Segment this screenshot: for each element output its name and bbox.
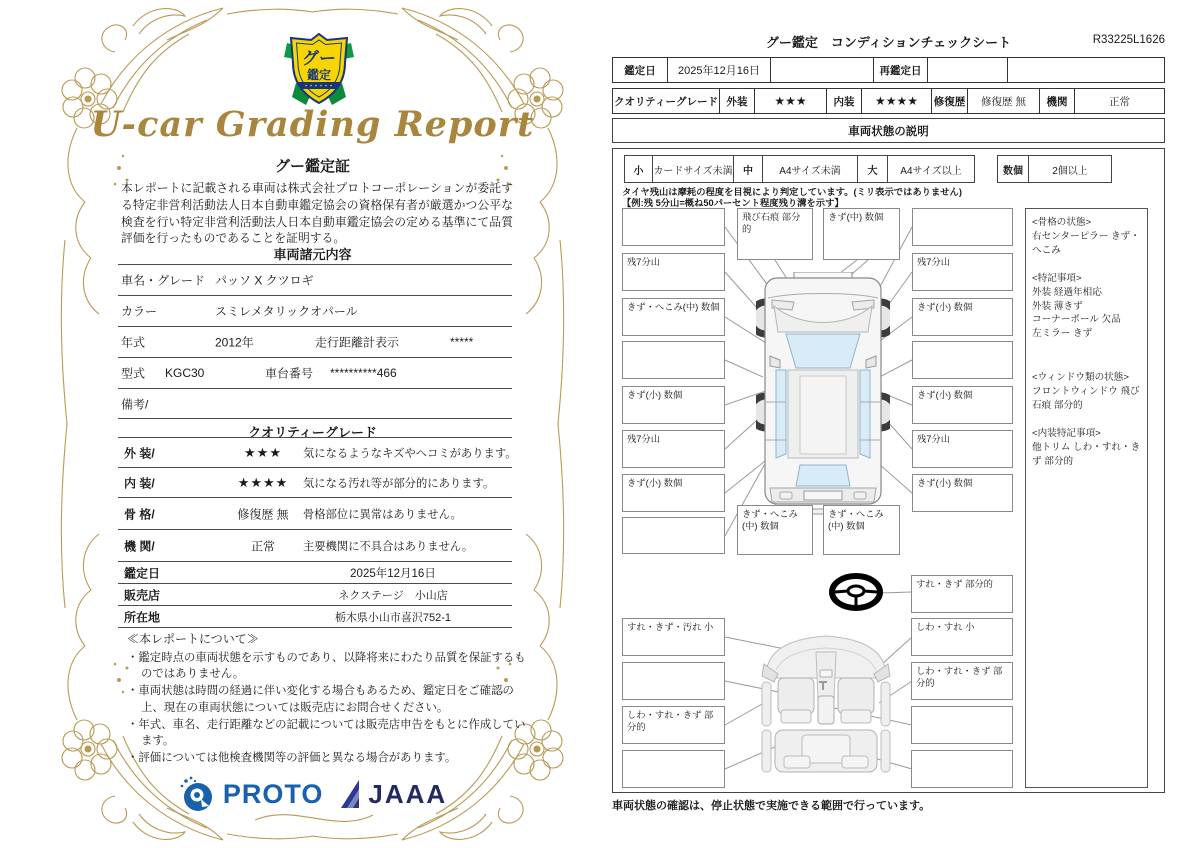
sidebar-section-remarks — [1032, 272, 1141, 342]
grade-desc: 骨格部位に異常はありません。 — [303, 508, 462, 521]
repair-label: 修復歴 — [932, 89, 968, 113]
info-row-date — [118, 561, 512, 583]
condition-check-sheet-page — [600, 0, 1175, 848]
grade-section-title: クオリティーグレード — [248, 425, 377, 440]
report-notes — [127, 631, 531, 767]
redate-label: 再鑑定日 — [874, 58, 928, 82]
grade-label: 機 関/ — [124, 539, 155, 553]
grade-desc: 気になるようなキズやヘコミがあります。 — [303, 447, 517, 460]
interior-callout-right-2: しわ・すれ・きず 部分的 — [911, 662, 1013, 700]
grade-value: ★★★ — [244, 444, 282, 460]
condition-notes-sidebar — [1025, 208, 1148, 788]
exterior-callout-right-7: きず(小) 数個 — [912, 474, 1013, 512]
note-item: ・年式、車名、走行距離などの記載については販売店申告をもとに作成しています。 — [127, 718, 526, 747]
sidebar-line: 左ミラー きず — [1032, 328, 1093, 340]
size-value: カードサイズ未満 — [653, 156, 734, 182]
grade-value: 修復歴 無 — [237, 507, 289, 521]
exterior-callout-right-4 — [912, 341, 1013, 379]
grade-table-label: クオリティーグレード — [613, 89, 720, 113]
interior-callout-right-3 — [911, 706, 1013, 744]
exterior-callout-right-5: きず(小) 数個 — [912, 386, 1013, 424]
sidebar-section-windows — [1032, 371, 1141, 413]
spec-value: KGC30 — [165, 366, 205, 380]
quality-grade-table — [612, 88, 1165, 114]
sidebar-section-title: <特記事項> — [1032, 272, 1082, 284]
spec-label2: 走行距離計表示 — [315, 335, 400, 350]
badge-line1: グー — [302, 49, 336, 68]
divider — [118, 418, 512, 419]
size-value: A4サイズ未満 — [763, 156, 858, 182]
grade-desc: 主要機関に不具合はありません。 — [303, 540, 474, 553]
mechanical-label: 機関 — [1040, 89, 1075, 113]
exterior-callout-right-3: きず(小) 数個 — [912, 298, 1013, 336]
note-text: 鑑定時点の車両状態を示すものであり、以降将来にわたり品質を保証するものではありません。 — [138, 652, 526, 681]
exterior-callout-right-2: 残7分山 — [912, 253, 1013, 291]
info-value: 2025年12月16日 — [350, 567, 436, 580]
spec-section-title: 車両諸元内容 — [273, 247, 352, 262]
jaaa-logo-text: JAAA — [368, 778, 448, 809]
proto-logo-icon — [178, 775, 218, 813]
spec-label: カラー — [121, 304, 158, 319]
redate-value — [928, 58, 1008, 82]
info-label: 所在地 — [124, 610, 161, 624]
grade-label: 内 装/ — [124, 476, 155, 490]
spec-label: 車名・グレード — [121, 273, 206, 288]
info-value: 栃木県小山市喜沢752-1 — [334, 611, 452, 624]
sidebar-line: 他トリム しわ・すれ・きず 部分的 — [1032, 441, 1141, 467]
spec-value2: ***** — [450, 335, 474, 349]
note-text: 車両状態は時間の経過に伴い変化する場合もあるため、鑑定日をご確認の上、現在の車両状態については販売店にお問合せください。 — [138, 685, 514, 714]
sidebar-section-interior — [1032, 427, 1141, 469]
grade-desc: 気になる汚れ等が部分的にあります。 — [303, 477, 495, 490]
badge-line2: 鑑定 — [306, 68, 332, 82]
sheet-title: グー鑑定 コンディションチェックシート — [765, 35, 1012, 50]
size-key: 大 — [858, 156, 888, 182]
jaaa-logo-icon — [339, 778, 363, 810]
note-item: ・鑑定時点の車両状態を示すものであり、以降将来にわたり品質を保証するものではありません。 — [127, 652, 526, 681]
interior-callout-right-4 — [911, 750, 1013, 788]
exterior-callout-right-6: 残7分山 — [912, 430, 1013, 468]
exterior-callout-top-1: 飛び石痕 部分的 — [737, 208, 813, 260]
info-value: ネクステージ 小山店 — [338, 589, 448, 602]
grade-row-mechanical — [118, 529, 512, 561]
size-key: 中 — [734, 156, 763, 182]
size-key: 小 — [625, 156, 653, 182]
empty-cell — [771, 58, 874, 82]
interior-callout-left-3: しわ・すれ・きず 部分的 — [622, 706, 725, 744]
exterior-callout-left-4 — [622, 341, 725, 379]
sidebar-line: フロントウィンドウ 飛び石痕 部分的 — [1032, 386, 1140, 412]
exterior-callout-bottom-2: きず・へこみ(中) 数個 — [823, 505, 900, 555]
goo-kantei-badge-icon — [281, 31, 357, 107]
inspection-date-table — [612, 57, 1165, 83]
exterior-callout-left-2: 残7分山 — [622, 253, 725, 291]
exterior-callout-left-8 — [622, 517, 725, 554]
exterior-callout-left-3: きず・へこみ(中) 数個 — [622, 298, 725, 336]
grading-report-page — [55, 0, 570, 848]
note-text: 評価については他検査機関等の評価と異なる場合があります。 — [138, 752, 457, 765]
info-row-dealer — [118, 583, 512, 605]
steering-wheel-icon — [828, 572, 884, 612]
exterior-callout-left-6: 残7分山 — [622, 430, 725, 468]
car-interior-diagram — [756, 630, 896, 780]
info-row-location — [118, 605, 512, 627]
grade-label: 外 装/ — [124, 446, 155, 460]
spec-label: 備考/ — [121, 397, 149, 411]
grade-row-exterior — [118, 437, 517, 467]
spec-value: パッソ X クツロギ — [215, 273, 314, 288]
repair-value: 修復歴 無 — [968, 89, 1040, 113]
spec-row-year-odometer — [118, 326, 512, 357]
interior-callout-left-1: すれ・きず・汚れ 小 — [622, 618, 725, 656]
grade-value: 正常 — [250, 539, 275, 553]
count-value: 2個以上 — [1052, 165, 1088, 177]
exterior-callout-left-1 — [622, 208, 725, 246]
spec-label: 年式 — [121, 335, 146, 350]
note-item: ・評価については他検査機関等の評価と異なる場合があります。 — [127, 752, 457, 765]
spec-value: 2012年 — [215, 335, 254, 350]
size-value: A4サイズ以上 — [900, 165, 962, 177]
sidebar-line: コーナーポール 欠品 — [1032, 314, 1121, 326]
note-item: ・車両状態は時間の経過に伴い変化する場合もあるため、鑑定日をご確認の上、現在の車両状態については販売店にお問合せください。 — [127, 685, 514, 714]
report-subtitle: グー鑑定証 — [274, 158, 350, 175]
spec-value: スミレメタリックオパール — [215, 304, 358, 319]
exterior-label: 外装 — [720, 89, 755, 113]
notes-title: ≪本レポートについて≫ — [127, 632, 259, 646]
certification-paragraph: 本レポートに記載される車両は株式会社プロトコーポレーションが委託する特定非営利活動法人日本自動車鑑定協会の資格保有者が厳選かつ公平な検査を行い特定非営利活動法人日本自動車鑑定協会の定める基準にて品質評価を行ったものであることを証明する。 — [121, 181, 513, 246]
empty-cell — [1008, 58, 1164, 82]
sidebar-section-frame — [1032, 216, 1141, 258]
sidebar-section-title: <骨格の状態> — [1032, 217, 1092, 228]
sheet-serial-number: R33225L1626 — [1092, 34, 1165, 46]
spec-label2: 車台番号 — [265, 366, 314, 381]
jaaa-logo — [339, 778, 447, 810]
date-value: 2025年12月16日 — [668, 58, 771, 82]
sidebar-section-title: <ウィンドウ類の状態> — [1032, 372, 1129, 384]
divider — [118, 627, 512, 628]
exterior-callout-bottom-1: きず・へこみ(中) 数個 — [737, 505, 813, 555]
interior-callout-right-1: しわ・すれ 小 — [911, 618, 1013, 656]
info-label: 鑑定日 — [124, 566, 161, 580]
interior-stars: ★★★★ — [862, 89, 932, 113]
sidebar-section-title: <内装特記事項> — [1032, 427, 1101, 439]
grade-row-interior — [118, 467, 512, 497]
spec-row-color — [118, 295, 512, 326]
spec-row-name — [118, 264, 512, 295]
interior-callout-left-4 — [622, 750, 725, 788]
spec-label: 型式 — [121, 366, 146, 381]
grade-label: 骨 格/ — [124, 507, 155, 521]
tire-note-line1: タイヤ残山は摩耗の程度を目視により判定しています。(ミリ表示ではありません) — [622, 187, 962, 197]
footer-logos — [55, 775, 570, 813]
spec-row-model-vin — [118, 357, 512, 388]
sidebar-line: 右センターピラー きず・へこみ — [1032, 230, 1140, 256]
mechanical-value: 正常 — [1109, 95, 1130, 108]
proto-logo-text: PROTO — [222, 778, 324, 809]
tire-note-line2: 【例:残 5分山=概ね50パーセント程度残り溝を示す】 — [622, 198, 844, 208]
steering-wheel-callout: すれ・きず 部分的 — [911, 575, 1013, 613]
report-title: U-car Grading Report — [90, 104, 535, 145]
grade-value: ★★★★ — [237, 474, 289, 490]
sidebar-line: 外装 薄きず — [1032, 300, 1083, 312]
exterior-callout-left-5: きず(小) 数個 — [622, 386, 725, 424]
footer-note: 車両状態の確認は、停止状態で実施できる範囲で行っています。 — [612, 800, 931, 812]
interior-callout-left-2 — [622, 662, 725, 700]
spec-value2: **********466 — [330, 366, 397, 380]
exterior-callout-left-7: きず(小) 数個 — [622, 474, 725, 512]
car-exterior-diagram — [756, 272, 890, 516]
date-label: 鑑定日 — [613, 58, 668, 82]
count-key: 数個 — [998, 156, 1029, 182]
proto-logo — [178, 775, 324, 813]
info-label: 販売店 — [124, 588, 161, 602]
sidebar-line: 外装 経過年相応 — [1032, 286, 1102, 298]
note-text: 年式、車名、走行距離などの記載については販売店申告をもとに作成しています。 — [138, 718, 526, 747]
exterior-stars: ★★★ — [755, 89, 827, 113]
exterior-callout-top-2: きず(中) 数個 — [823, 208, 900, 260]
exterior-callout-right-1 — [912, 208, 1013, 246]
interior-label: 内装 — [827, 89, 862, 113]
grade-row-frame — [118, 497, 512, 529]
condition-section-title: 車両状態の説明 — [612, 118, 1165, 143]
spec-row-remarks — [118, 388, 512, 418]
